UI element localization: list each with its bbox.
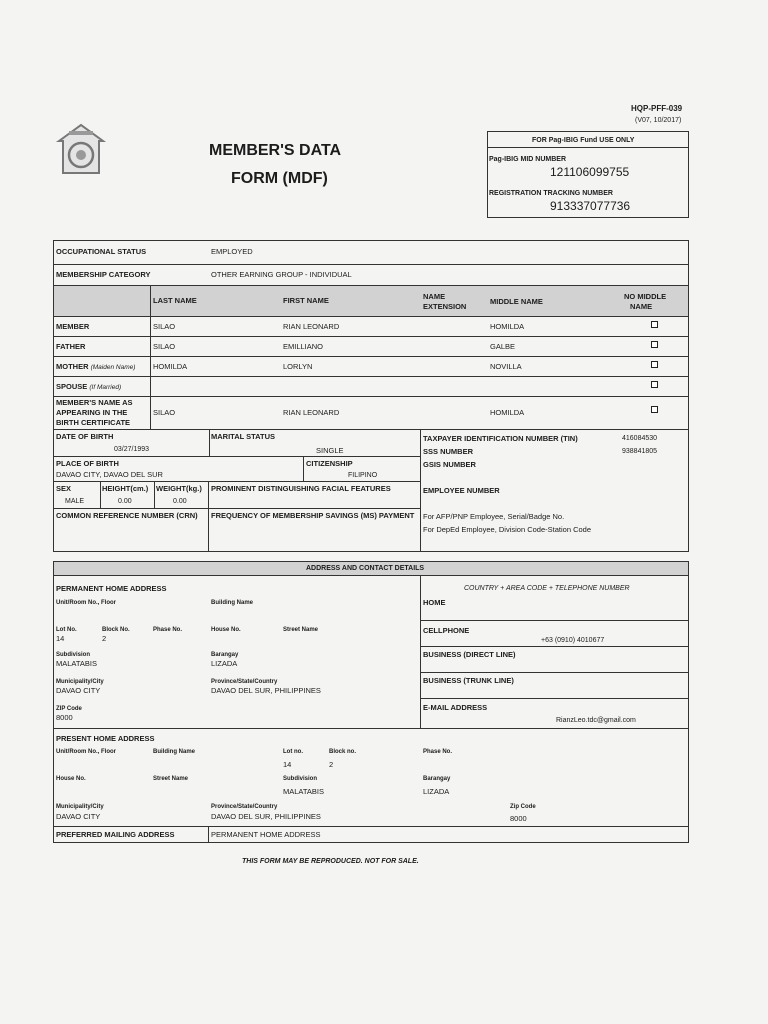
- height-label: HEIGHT(cm.): [102, 484, 149, 493]
- rtn-label: REGISTRATION TRACKING NUMBER: [489, 190, 613, 197]
- weight-value: 0.00: [173, 498, 187, 505]
- present-zip-value: 8000: [510, 814, 527, 823]
- occupational-status-label: OCCUPATIONAL STATUS: [56, 247, 147, 256]
- present-street-label: Street Name: [153, 776, 189, 782]
- dob-value: 03/27/1993: [114, 446, 150, 453]
- middle-name-header: MIDDLE NAME: [490, 297, 543, 306]
- present-unit-label: Unit/Room No., Floor: [56, 749, 116, 755]
- province-label: Province/State/Country: [211, 679, 278, 685]
- member-row-label: MEMBER: [56, 322, 90, 331]
- province-value: DAVAO DEL SUR, PHILIPPINES: [211, 686, 321, 695]
- footer-note: THIS FORM MAY BE REPRODUCED. NOT FOR SALE.: [242, 858, 419, 865]
- mother-label-note: (Maiden Name): [90, 364, 136, 371]
- tin-label: TAXPAYER IDENTIFICATION NUMBER (TIN): [423, 434, 578, 443]
- mother-label-text: MOTHER: [56, 362, 89, 371]
- no-middle-name-header-1: NO MIDDLE: [624, 292, 667, 301]
- present-barangay-label: Barangay: [423, 776, 451, 782]
- afp-pnp-label: For AFP/PNP Employee, Serial/Badge No.: [423, 512, 565, 521]
- subdivision-value: MALATABIS: [56, 659, 97, 668]
- frequency-label: FREQUENCY OF MEMBERSHIP SAVINGS (MS) PAYMENT: [211, 511, 415, 520]
- weight-label: WEIGHT(kg.): [156, 484, 202, 493]
- name-extension-header-2: EXTENSION: [423, 302, 467, 311]
- birthcert-label-1: MEMBER'S NAME AS: [56, 398, 133, 407]
- facial-features-label: PROMINENT DISTINGUISHING FACIAL FEATURES: [211, 484, 391, 493]
- present-barangay-value: LIZADA: [423, 787, 450, 796]
- fund-use-header: FOR Pag-IBIG Fund USE ONLY: [532, 137, 635, 144]
- birthcert-no-middle-name-checkbox[interactable]: [651, 406, 658, 413]
- mid-number-label: Pag-IBIG MID NUMBER: [489, 156, 566, 163]
- street-label: Street Name: [283, 627, 319, 633]
- present-municipality-value: DAVAO CITY: [56, 812, 101, 821]
- address-section-title: ADDRESS AND CONTACT DETAILS: [306, 565, 425, 572]
- present-house-label: House No.: [56, 776, 86, 782]
- form-version: (V07, 10/2017): [635, 117, 682, 124]
- birthcert-label-2: APPEARING IN THE: [56, 408, 128, 417]
- home-phone-label: HOME: [423, 598, 446, 607]
- sex-value: MALE: [65, 498, 85, 505]
- sss-value: 938841805: [622, 448, 658, 455]
- contact-header: COUNTRY + AREA CODE + TELEPHONE NUMBER: [464, 585, 630, 592]
- crn-label: COMMON REFERENCE NUMBER (CRN): [56, 511, 198, 520]
- block-value: 2: [102, 634, 107, 643]
- house-label: House No.: [211, 627, 241, 633]
- occupational-status-value: EMPLOYED: [211, 247, 253, 256]
- birthcert-middle-name: HOMILDA: [490, 408, 525, 417]
- present-lot-label: Lot no.: [283, 749, 303, 755]
- name-extension-header-1: NAME: [423, 292, 446, 301]
- present-building-label: Building Name: [153, 749, 196, 755]
- mother-first-name: LORLYN: [283, 362, 313, 371]
- father-last-name: SILAO: [153, 342, 176, 351]
- sex-label: SEX: [56, 484, 72, 493]
- marital-status-label: MARITAL STATUS: [211, 432, 276, 441]
- present-zip-label: Zip Code: [510, 804, 536, 810]
- present-province-value: DAVAO DEL SUR, PHILIPPINES: [211, 812, 321, 821]
- first-name-header: FIRST NAME: [283, 296, 329, 305]
- municipality-value: DAVAO CITY: [56, 686, 101, 695]
- birthcert-label-3: BIRTH CERTIFICATE: [56, 418, 131, 427]
- mother-last-name: HOMILDA: [153, 362, 188, 371]
- present-subdivision-value: MALATABIS: [283, 787, 324, 796]
- pag-ibig-logo-icon: [55, 121, 107, 177]
- subdivision-label: Subdivision: [56, 652, 91, 658]
- building-label: Building Name: [211, 600, 254, 606]
- barangay-value: LIZADA: [211, 659, 238, 668]
- phase-label: Phase No.: [153, 627, 183, 633]
- marital-status-value: SINGLE: [316, 446, 344, 455]
- spouse-row-label: [56, 382, 121, 392]
- citizenship-label: CITIZENSHIP: [306, 459, 353, 468]
- citizenship-value: FILIPINO: [348, 472, 378, 479]
- sss-label: SSS NUMBER: [423, 447, 474, 456]
- cellphone-label: CELLPHONE: [423, 626, 470, 635]
- block-label: Block No.: [102, 627, 130, 633]
- mailing-address-label: PREFERRED MAILING ADDRESS: [56, 830, 175, 839]
- present-block-value: 2: [329, 760, 334, 769]
- business-trunk-label: BUSINESS (TRUNK LINE): [423, 676, 514, 685]
- lot-value: 14: [56, 634, 65, 643]
- father-first-name: EMILLIANO: [283, 342, 324, 351]
- father-row-label: FATHER: [56, 342, 86, 351]
- mother-row-label: [56, 362, 135, 372]
- present-province-label: Province/State/Country: [211, 804, 278, 810]
- birthcert-last-name: SILAO: [153, 408, 176, 417]
- membership-category-value: OTHER EARNING GROUP - INDIVIDUAL: [211, 270, 352, 279]
- cellphone-value: +63 (0910) 4010677: [541, 637, 605, 644]
- dob-label: DATE OF BIRTH: [56, 432, 114, 441]
- place-of-birth-label: PLACE OF BIRTH: [56, 459, 119, 468]
- present-phase-label: Phase No.: [423, 749, 453, 755]
- mother-middle-name: NOVILLA: [490, 362, 522, 371]
- tin-value: 416084530: [622, 435, 658, 442]
- father-middle-name: GALBE: [490, 342, 516, 351]
- permanent-address-label: PERMANENT HOME ADDRESS: [56, 584, 167, 593]
- no-middle-name-header-2: NAME: [630, 302, 653, 311]
- lot-label: Lot No.: [56, 627, 77, 633]
- mother-no-middle-name-checkbox[interactable]: [651, 361, 658, 368]
- present-subdivision-label: Subdivision: [283, 776, 318, 782]
- member-last-name: SILAO: [153, 322, 176, 331]
- gsis-label: GSIS NUMBER: [423, 460, 476, 469]
- member-middle-name: HOMILDA: [490, 322, 525, 331]
- barangay-label: Barangay: [211, 652, 239, 658]
- spouse-label-note: (If Married): [89, 384, 122, 391]
- form-code: HQP-PFF-039: [631, 104, 683, 113]
- last-name-header: LAST NAME: [153, 296, 197, 305]
- present-lot-value: 14: [283, 760, 292, 769]
- form-title-line1: MEMBER'S DATA: [209, 142, 342, 159]
- member-first-name: RIAN LEONARD: [283, 322, 340, 331]
- place-of-birth-value: DAVAO CITY, DAVAO DEL SUR: [56, 470, 163, 479]
- membership-category-label: MEMBERSHIP CATEGORY: [56, 270, 151, 279]
- email-value: RianzLeo.tdc@gmail.com: [556, 717, 636, 724]
- address-section: [53, 561, 689, 843]
- unit-label: Unit/Room No., Floor: [56, 600, 116, 606]
- mid-number-value: 121106099755: [550, 165, 630, 179]
- rtn-value: 913337077736: [550, 199, 631, 213]
- zip-label: ZIP Code: [56, 706, 82, 712]
- zip-value: 8000: [56, 713, 73, 722]
- birthcert-first-name: RIAN LEONARD: [283, 408, 340, 417]
- business-direct-label: BUSINESS (DIRECT LINE): [423, 650, 516, 659]
- spouse-label-text: SPOUSE: [56, 382, 88, 391]
- member-no-middle-name-checkbox[interactable]: [651, 321, 658, 328]
- email-label: E-MAIL ADDRESS: [423, 703, 488, 712]
- father-no-middle-name-checkbox[interactable]: [651, 341, 658, 348]
- mailing-address-value: PERMANENT HOME ADDRESS: [211, 830, 321, 839]
- present-block-label: Block no.: [329, 749, 357, 755]
- employee-number-label: EMPLOYEE NUMBER: [423, 486, 500, 495]
- present-address-label: PRESENT HOME ADDRESS: [56, 734, 155, 743]
- form-title-line2: FORM (MDF): [231, 170, 328, 187]
- municipality-label: Municipality/City: [56, 679, 104, 685]
- spouse-no-middle-name-checkbox[interactable]: [651, 381, 658, 388]
- height-value: 0.00: [118, 498, 132, 505]
- present-municipality-label: Municipality/City: [56, 804, 104, 810]
- deped-label: For DepEd Employee, Division Code-Station Code: [423, 525, 591, 534]
